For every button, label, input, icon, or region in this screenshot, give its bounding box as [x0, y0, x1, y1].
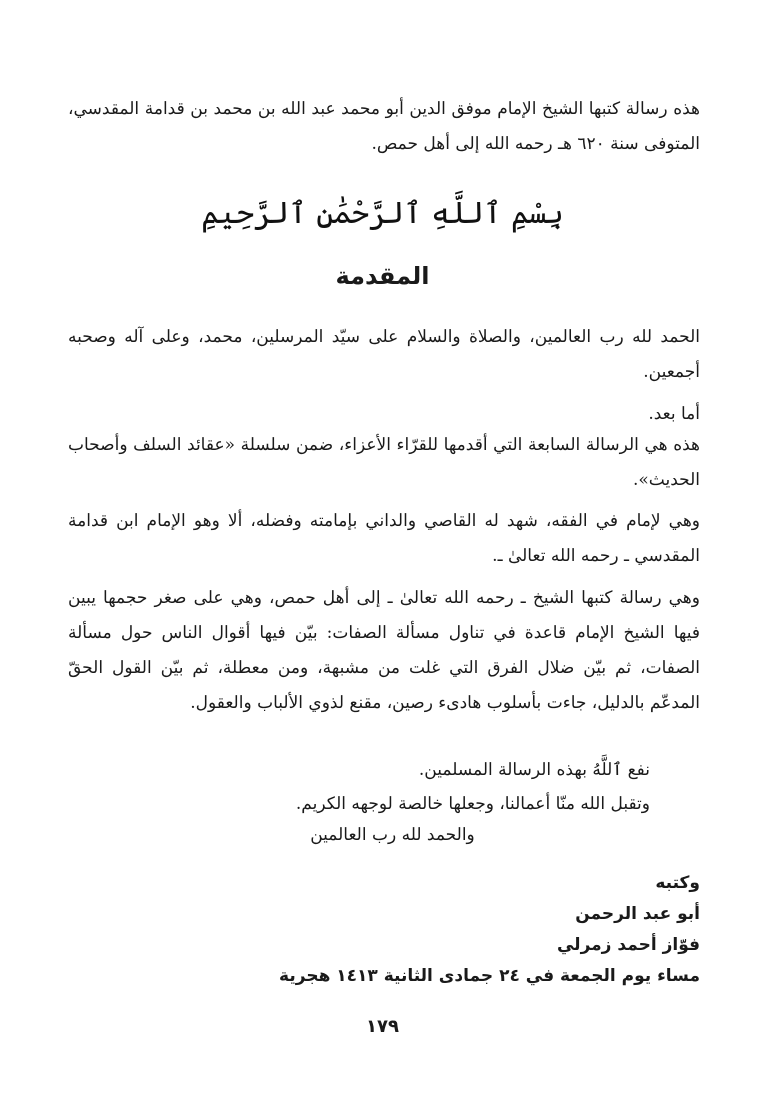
signature-wrote: وكتبه — [655, 873, 700, 893]
signature-date: مساء يوم الجمعة في ٢٤ جمادى الثانية ١٤١٣ هجرية — [279, 966, 700, 986]
basmala-calligraphy: بِسْمِ ٱللَّهِ ٱلرَّحْمَٰنِ ٱلرَّحِيمِ — [201, 196, 564, 231]
intro-note: هذه رسالة كتبها الشيخ الإمام موفق الدين أبو محمد عبد الله بن محمد بن قدامة المقدسي، المتوفى سنة ٦٢٠ هـ رحمه الله إلى أهل حمص. — [68, 99, 700, 154]
section-heading: المقدمة — [335, 262, 430, 290]
paragraph-amma-baad: أما بعد. — [648, 404, 700, 424]
signature-kunya: أبو عبد الرحمن — [575, 904, 700, 924]
closing-line-1: نفع ٱللَّهُ بهذه الرسالة المسلمين. — [418, 760, 650, 780]
closing-prayer — [90, 753, 650, 821]
paragraph-series: هذه هي الرسالة السابعة التي أقدمها للقرّاء الأعزاء، ضمن سلسلة «عقائد السلف وأصحاب الحديث». — [68, 435, 700, 490]
closing-line-2: وتقبل الله منّا أعمالنا، وجعلها خالصة لوجهه الكريم. — [295, 794, 650, 814]
page-number: ١٧٩ — [366, 1016, 399, 1037]
paragraph-praise: الحمد لله رب العالمين، والصلاة والسلام على سيّد المرسلين، محمد، وعلى آله وصحبه أجمعين. — [68, 327, 700, 382]
paragraph-description: وهي رسالة كتبها الشيخ ـ رحمه الله تعالىٰ ـ إلى أهل حمص، وهي على صغر حجمها يبين فيها الشيخ الإمام قاعدة في تناول مسألة الصفات: بيّن فيها أقوال الناس حول مسألة الصفات، ثم بيّن ضلال الفرق التي غلت من مشبهة، ومن معطلة، ثم بيّن القول الحقّ المدعّم بالدليل، جاءت بأسلوب هادىء رصين، مقنع لذوي الألباب والعقول. — [68, 588, 700, 713]
signature-block — [200, 868, 700, 992]
paragraph-author: وهي لإمام في الفقه، شهد له القاصي والداني بإمامته وفضله، ألا وهو الإمام ابن قدامة المقدسي ـ رحمه الله تعالىٰ ـ. — [68, 511, 700, 566]
signature-name: فوّاز أحمد زمرلي — [556, 935, 700, 955]
closing-praise: والحمد لله رب العالمين — [310, 825, 475, 845]
